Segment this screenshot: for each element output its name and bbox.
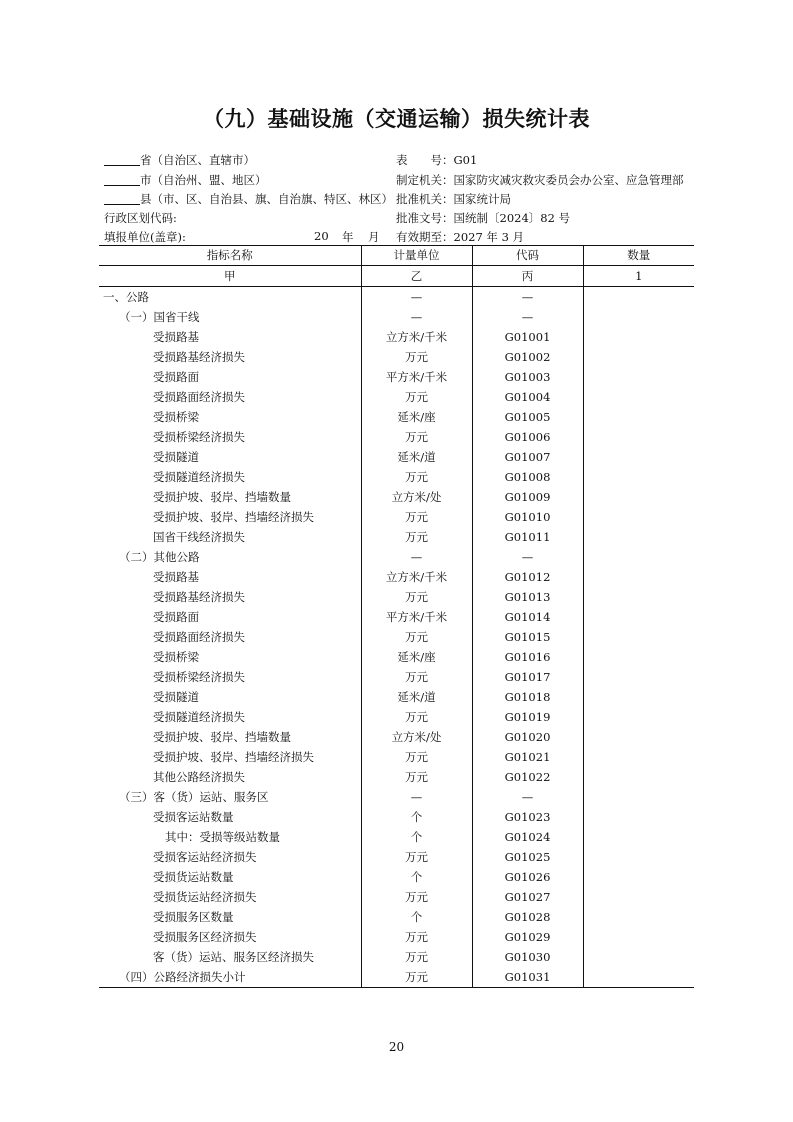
indicator-name-cell: 受损路基经济损失 — [153, 590, 245, 604]
code-cell: G01001 — [472, 327, 583, 347]
column-header-unit: 计量单位 — [361, 246, 472, 266]
indicator-name-cell: 受损护坡、驳岸、挡墙数量 — [153, 490, 291, 504]
table-row — [99, 707, 694, 727]
code-cell: G01007 — [472, 447, 583, 467]
page-title: （九）基础设施（交通运输）损失统计表 — [203, 107, 590, 131]
code-cell: G01028 — [472, 907, 583, 927]
unit-cell: — — [361, 287, 472, 308]
province-label: 省（自治区、直辖市） — [140, 153, 255, 167]
indicator-name-cell: 国省干线经济损失 — [153, 530, 245, 544]
province-line — [104, 152, 255, 168]
code-cell: G01009 — [472, 487, 583, 507]
code-cell: G01019 — [472, 707, 583, 727]
issuing-authority: 制定机关：国家防灾减灾救灾委员会办公室、应急管理部 — [396, 173, 684, 187]
unit-cell: 延米/座 — [361, 407, 472, 427]
code-cell: G01025 — [472, 847, 583, 867]
fill-year-label: 年 — [342, 230, 354, 244]
code-cell: G01016 — [472, 647, 583, 667]
column-code-indicator: 甲 — [99, 266, 361, 287]
indicator-name-cell: 受损护坡、驳岸、挡墙经济损失 — [153, 510, 314, 524]
quantity-cell[interactable] — [583, 527, 694, 547]
quantity-cell[interactable] — [583, 547, 694, 567]
indicator-name-cell: 受损服务区数量 — [153, 910, 234, 924]
code-cell: G01012 — [472, 567, 583, 587]
table-row — [99, 867, 694, 887]
unit-cell: 万元 — [361, 467, 472, 487]
indicator-name-cell: 受损隧道经济损失 — [153, 710, 245, 724]
unit-cell: 立方米/千米 — [361, 327, 472, 347]
quantity-cell[interactable] — [583, 907, 694, 927]
unit-cell: 延米/道 — [361, 687, 472, 707]
unit-cell: 万元 — [361, 527, 472, 547]
county-blank[interactable] — [104, 193, 140, 205]
unit-cell: — — [361, 547, 472, 567]
table-row — [99, 667, 694, 687]
unit-cell: 万元 — [361, 747, 472, 767]
table-row — [99, 687, 694, 707]
code-cell: G01030 — [472, 947, 583, 967]
unit-cell: 万元 — [361, 947, 472, 967]
loss-statistics-table — [99, 245, 694, 988]
code-cell: G01026 — [472, 867, 583, 887]
indicator-name-cell: 受损货运站经济损失 — [153, 890, 257, 904]
unit-cell: 万元 — [361, 967, 472, 988]
code-cell: G01020 — [472, 727, 583, 747]
indicator-name-cell: 受损路面经济损失 — [153, 630, 245, 644]
quantity-cell[interactable] — [583, 427, 694, 447]
quantity-cell[interactable] — [583, 847, 694, 867]
indicator-name-cell: 一、公路 — [103, 290, 149, 304]
indicator-name-cell: 受损路基经济损失 — [153, 350, 245, 364]
unit-cell: 万元 — [361, 347, 472, 367]
code-cell: G01004 — [472, 387, 583, 407]
code-cell: G01006 — [472, 427, 583, 447]
indicator-name-cell: 受损路面 — [153, 370, 199, 384]
table-number: 表 号：G01 — [396, 153, 478, 167]
column-header-indicator: 指标名称 — [99, 246, 361, 266]
indicator-name-cell: 受损路面经济损失 — [153, 390, 245, 404]
indicator-name-cell: 受损货运站数量 — [153, 870, 234, 884]
table-row — [99, 447, 694, 467]
quantity-cell[interactable] — [583, 747, 694, 767]
quantity-cell[interactable] — [583, 507, 694, 527]
indicator-name-cell: （三）客（货）运站、服务区 — [119, 790, 269, 804]
table-row — [99, 907, 694, 927]
quantity-cell[interactable] — [583, 607, 694, 627]
quantity-cell[interactable] — [583, 647, 694, 667]
code-cell: G01024 — [472, 827, 583, 847]
approval-number: 批准文号：国统制〔2024〕82 号 — [396, 211, 571, 225]
quantity-cell[interactable] — [583, 947, 694, 967]
table-row — [99, 427, 694, 447]
table-row — [99, 327, 694, 347]
table-row — [99, 587, 694, 607]
quantity-cell[interactable] — [583, 807, 694, 827]
indicator-name-cell: 受损桥梁 — [153, 410, 199, 424]
unit-cell: 万元 — [361, 767, 472, 787]
quantity-cell[interactable] — [583, 727, 694, 747]
quantity-cell[interactable] — [583, 487, 694, 507]
unit-cell: 平方米/千米 — [361, 607, 472, 627]
quantity-cell[interactable] — [583, 367, 694, 387]
indicator-name-cell: （一）国省干线 — [119, 310, 200, 324]
table-row — [99, 307, 694, 327]
table-row — [99, 927, 694, 947]
fill-year: 20 — [314, 229, 329, 243]
code-cell: G01022 — [472, 767, 583, 787]
unit-cell: 万元 — [361, 887, 472, 907]
quantity-cell[interactable] — [583, 707, 694, 727]
quantity-cell[interactable] — [583, 467, 694, 487]
indicator-name-cell: 受损桥梁经济损失 — [153, 430, 245, 444]
table-row — [99, 567, 694, 587]
indicator-name-cell: 受损路面 — [153, 610, 199, 624]
indicator-name-cell: 受损路基 — [153, 330, 199, 344]
fill-month-label: 月 — [368, 230, 380, 244]
indicator-name-cell: 受损护坡、驳岸、挡墙经济损失 — [153, 750, 314, 764]
table-row — [99, 767, 694, 787]
table-row — [99, 407, 694, 427]
code-cell: — — [472, 287, 583, 308]
unit-cell: — — [361, 307, 472, 327]
unit-cell: — — [361, 787, 472, 807]
admin-code-label: 行政区划代码: — [104, 211, 177, 225]
code-cell: G01014 — [472, 607, 583, 627]
quantity-cell[interactable] — [583, 627, 694, 647]
unit-cell: 平方米/千米 — [361, 367, 472, 387]
table-row — [99, 967, 694, 988]
unit-cell: 万元 — [361, 847, 472, 867]
table-row — [99, 827, 694, 847]
quantity-cell[interactable] — [583, 407, 694, 427]
code-cell: — — [472, 787, 583, 807]
table-row — [99, 487, 694, 507]
indicator-name-cell: （二）其他公路 — [119, 550, 200, 564]
code-cell: — — [472, 547, 583, 567]
quantity-cell[interactable] — [583, 307, 694, 327]
unit-cell: 立方米/千米 — [361, 567, 472, 587]
indicator-name-cell: 受损隧道经济损失 — [153, 470, 245, 484]
quantity-cell[interactable] — [583, 667, 694, 687]
table-row — [99, 527, 694, 547]
code-cell: G01003 — [472, 367, 583, 387]
table-row — [99, 547, 694, 567]
indicator-name-cell: 受损客运站经济损失 — [153, 850, 257, 864]
unit-cell: 万元 — [361, 927, 472, 947]
column-header-code: 代码 — [472, 246, 583, 266]
quantity-cell[interactable] — [583, 327, 694, 347]
unit-cell: 万元 — [361, 387, 472, 407]
quantity-cell[interactable] — [583, 687, 694, 707]
indicator-name-cell: 受损服务区经济损失 — [153, 930, 257, 944]
unit-cell: 个 — [361, 867, 472, 887]
indicator-name-cell: 受损客运站数量 — [153, 810, 234, 824]
table-row — [99, 947, 694, 967]
indicator-name-cell: 其他公路经济损失 — [153, 770, 245, 784]
unit-cell: 万元 — [361, 707, 472, 727]
table-row — [99, 627, 694, 647]
city-label: 市（自治州、盟、地区） — [140, 173, 267, 187]
table-row — [99, 507, 694, 527]
quantity-cell[interactable] — [583, 287, 694, 308]
page-number: 20 — [388, 1040, 405, 1054]
code-cell: G01005 — [472, 407, 583, 427]
unit-cell: 万元 — [361, 507, 472, 527]
unit-cell: 个 — [361, 807, 472, 827]
code-cell: G01013 — [472, 587, 583, 607]
column-code-quantity: 1 — [583, 266, 694, 287]
quantity-cell[interactable] — [583, 567, 694, 587]
county-label: 县（市、区、自治县、旗、自治旗、特区、林区） — [140, 192, 393, 206]
table-row — [99, 607, 694, 627]
code-cell: G01015 — [472, 627, 583, 647]
valid-until: 有效期至：2027 年 3 月 — [396, 230, 525, 244]
fill-unit-label: 填报单位(盖章): — [104, 230, 186, 244]
table-row — [99, 647, 694, 667]
column-header-quantity: 数量 — [583, 246, 694, 266]
column-code-code: 丙 — [472, 266, 583, 287]
indicator-name-cell: 受损隧道 — [153, 450, 199, 464]
indicator-name-cell: 客（货）运站、服务区经济损失 — [153, 950, 314, 964]
unit-cell: 万元 — [361, 667, 472, 687]
code-cell: G01010 — [472, 507, 583, 527]
quantity-cell[interactable] — [583, 967, 694, 988]
indicator-name-cell: （四）公路经济损失小计 — [99, 967, 361, 988]
unit-cell: 立方米/处 — [361, 487, 472, 507]
table-row — [99, 807, 694, 827]
quantity-cell[interactable] — [583, 387, 694, 407]
quantity-cell[interactable] — [583, 767, 694, 787]
city-blank[interactable] — [104, 174, 140, 186]
quantity-cell[interactable] — [583, 347, 694, 367]
indicator-name-cell: 其中：受损等级站数量 — [165, 830, 280, 844]
unit-cell: 延米/道 — [361, 447, 472, 467]
table-row — [99, 467, 694, 487]
code-cell: G01023 — [472, 807, 583, 827]
code-cell: G01031 — [472, 967, 583, 988]
county-line — [104, 191, 393, 207]
code-cell: G01008 — [472, 467, 583, 487]
unit-cell: 万元 — [361, 587, 472, 607]
indicator-name-cell: 受损路基 — [153, 570, 199, 584]
unit-cell: 个 — [361, 827, 472, 847]
code-cell: — — [472, 307, 583, 327]
quantity-cell[interactable] — [583, 587, 694, 607]
quantity-cell[interactable] — [583, 827, 694, 847]
table-row — [99, 847, 694, 867]
table-row — [99, 347, 694, 367]
unit-cell: 万元 — [361, 627, 472, 647]
approving-authority: 批准机关：国家统计局 — [396, 192, 511, 206]
unit-cell: 万元 — [361, 427, 472, 447]
table-row — [99, 887, 694, 907]
table-row — [99, 367, 694, 387]
quantity-cell[interactable] — [583, 447, 694, 467]
table-row — [99, 787, 694, 807]
header-row — [99, 246, 694, 266]
city-line — [104, 172, 267, 188]
code-cell: G01017 — [472, 667, 583, 687]
indicator-name-cell: 受损桥梁经济损失 — [153, 670, 245, 684]
code-cell: G01011 — [472, 527, 583, 547]
quantity-cell[interactable] — [583, 867, 694, 887]
column-code-unit: 乙 — [361, 266, 472, 287]
unit-cell: 立方米/处 — [361, 727, 472, 747]
table-row — [99, 387, 694, 407]
code-cell: G01027 — [472, 887, 583, 907]
code-cell: G01018 — [472, 687, 583, 707]
table-row — [99, 287, 694, 308]
code-cell: G01002 — [472, 347, 583, 367]
indicator-name-cell: 受损隧道 — [153, 690, 199, 704]
province-blank[interactable] — [104, 154, 140, 166]
indicator-name-cell: 受损桥梁 — [153, 650, 199, 664]
column-code-row — [99, 266, 694, 287]
code-cell: G01029 — [472, 927, 583, 947]
table-row — [99, 747, 694, 767]
quantity-cell[interactable] — [583, 887, 694, 907]
indicator-name-cell: 受损护坡、驳岸、挡墙数量 — [153, 730, 291, 744]
quantity-cell[interactable] — [583, 787, 694, 807]
unit-cell: 个 — [361, 907, 472, 927]
unit-cell: 延米/座 — [361, 647, 472, 667]
code-cell: G01021 — [472, 747, 583, 767]
quantity-cell[interactable] — [583, 927, 694, 947]
table-row — [99, 727, 694, 747]
